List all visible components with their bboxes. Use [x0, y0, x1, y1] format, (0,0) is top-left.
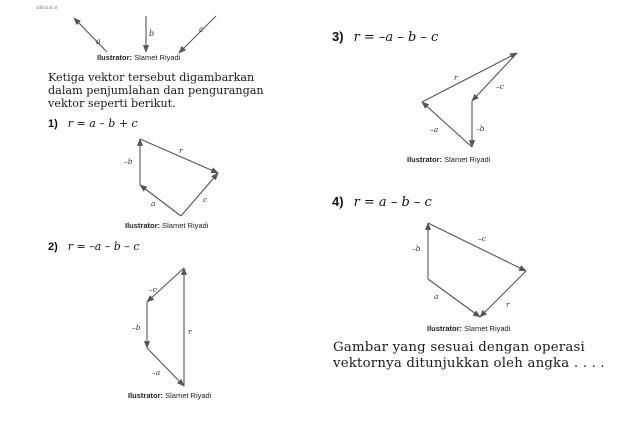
neg-c-label: –c: [478, 234, 486, 243]
neg-b-label: –b: [132, 323, 141, 332]
option-4-figure: [410, 215, 535, 322]
neg-b-label: –b: [412, 244, 421, 253]
c-label: c: [203, 195, 208, 204]
original-vectors-figure: [60, 8, 230, 58]
intro-paragraph: Ketiga vektor tersebut digambarkan dalam penjumlahan dan pengurangan vektor seperti berikut.: [48, 71, 264, 110]
neg-a-label: –a: [152, 368, 161, 377]
r-label: r: [506, 300, 510, 309]
option-3-figure: [410, 48, 525, 153]
illustrator-credit-1: Ilustrator: Slamet Riyadi: [125, 221, 209, 230]
option-2-equation: 2) r = –a – b – c: [48, 240, 140, 253]
question-text: Gambar yang sesuai dengan operasi vektornya ditunjukkan oleh angka . . . .: [333, 340, 605, 371]
vector-c-arrow: [179, 16, 216, 53]
illustrator-credit-4: Ilustrator: Slamet Riyadi: [427, 324, 511, 333]
neg-b-label: –b: [476, 124, 485, 133]
option-4-equation: 4) r = a – b – c: [332, 194, 432, 210]
illustrator-credit-3: Ilustrator: Slamet Riyadi: [407, 155, 491, 164]
r-label: r: [179, 146, 183, 155]
source-stamp: adbstud.id: [36, 5, 58, 10]
vector-b-label: b: [149, 29, 155, 38]
vector-a-arrow: [74, 18, 107, 52]
r-arrow: [140, 139, 218, 173]
option-3-equation: 3) r = –a – b – c: [332, 29, 439, 45]
vector-c-label: c: [199, 25, 204, 34]
illustrator-credit-2: Ilustrator: Slamet Riyadi: [128, 391, 212, 400]
vector-a-label: a: [96, 37, 101, 46]
neg-c-arrow: [472, 53, 517, 101]
neg-c-label: –c: [496, 82, 504, 91]
neg-a-label: –a: [430, 125, 439, 134]
neg-b-label: –b: [124, 157, 133, 166]
r-arrow: [480, 271, 526, 317]
illustrator-credit-top: Ilustrator: Slamet Riyadi: [97, 53, 181, 62]
neg-c-label: –c: [149, 285, 157, 294]
r-label: r: [188, 327, 192, 336]
a-arrow: [140, 185, 181, 216]
a-label: a: [151, 199, 156, 208]
c-arrow: [181, 173, 218, 216]
option-1-equation: 1) r = a – b + c: [48, 117, 138, 130]
r-arrow: [422, 53, 517, 102]
r-label: r: [454, 73, 458, 82]
neg-a-arrow: [147, 348, 184, 386]
option-1-figure: [120, 130, 230, 220]
a-label: a: [434, 292, 439, 301]
neg-c-arrow: [428, 223, 526, 271]
option-2-figure: [130, 262, 200, 390]
